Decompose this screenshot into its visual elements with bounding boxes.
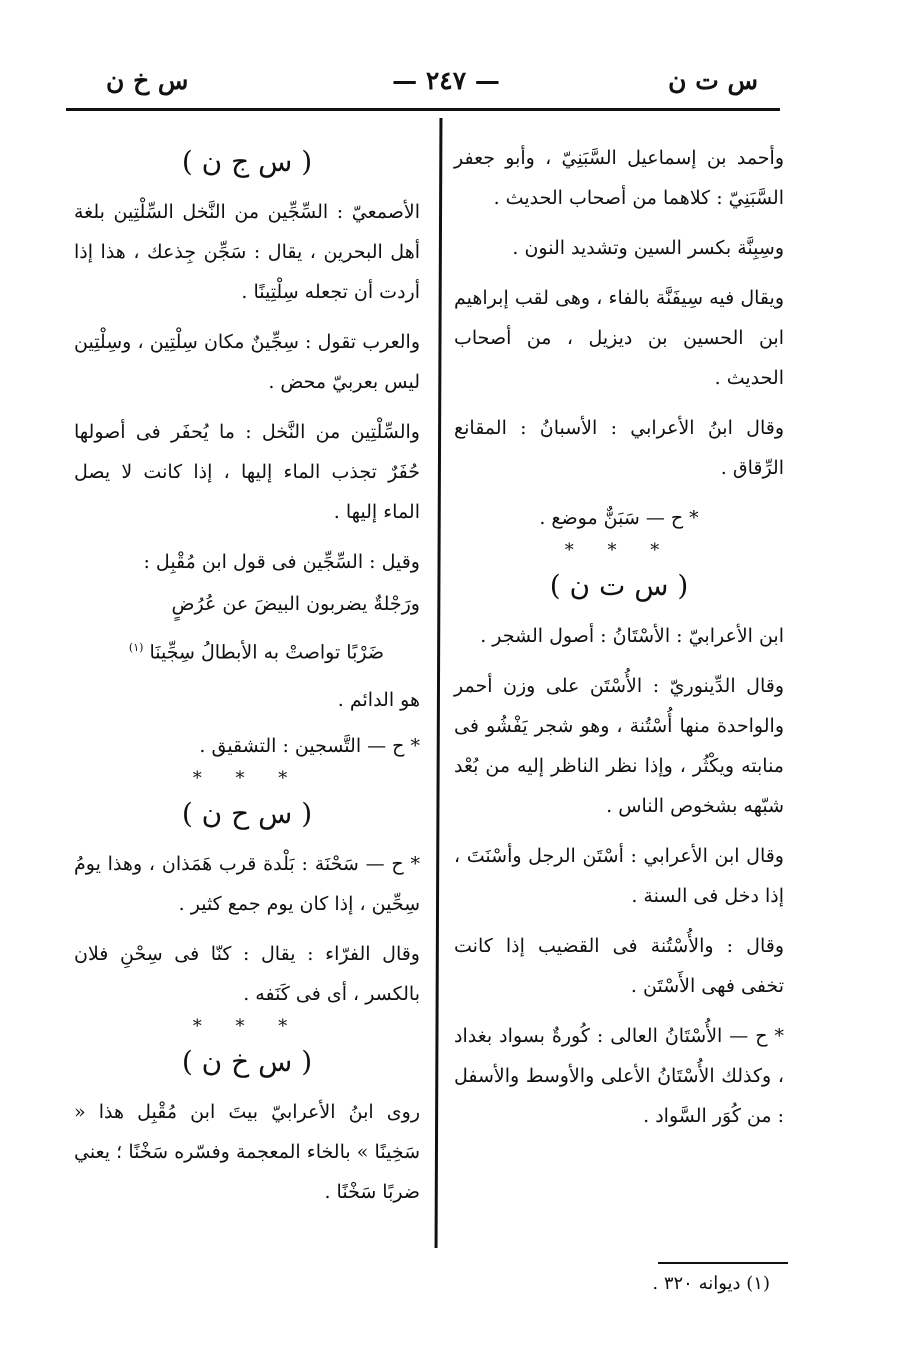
footnote-rule <box>658 1262 788 1264</box>
root-headword: ( س خ ن ) <box>181 1045 313 1079</box>
entry-paragraph: * ح — سَحْنَة : بَلْدة قرب هَمَذان ، وهذا يومُ سِحِّين ، إذا كان يوم جمع كثير . <box>74 853 420 916</box>
entry-paragraph: * ح — التَّسجين : التشقيق . <box>199 735 420 758</box>
root-headword: ( س ح ن ) <box>181 797 313 831</box>
root-headword: ( س ج ن ) <box>181 145 313 178</box>
entry-paragraph: والعرب تقول : سِجِّينٌ مكان سِلْتِين ، وسِلْتِين ليس بعربيّ محض . <box>74 331 420 393</box>
verse-line <box>74 624 420 676</box>
left-column <box>74 138 420 1222</box>
section-separator: * * * <box>564 540 674 561</box>
entry-paragraph: * ح — سَبَنٌّ موضع . <box>539 507 699 529</box>
entry-paragraph: روى ابنُ الأعرابيّ بيتَ ابن مُقْبِل هذا « سَخِينًا » بالخاء المعجمة وفسّره سَخْنًا ؛ يعني ضربًا سَخْنًا . <box>74 1101 420 1204</box>
entry-paragraph: وقال الدِّينوريّ : الأُسْتَن على وزن أحمر والواحدة منها أُسْتُنة ، وهو شجر يَفْشُو فى منابته ويكْثُر ، وإذا نظر الناظر إليه من بُعْد شبّهه بشخوص الناس . <box>454 675 784 817</box>
entry-paragraph: وقيل : السِّجِّين فى قول ابن مُقْبِل : <box>143 551 420 573</box>
entry-paragraph: وسِبِنَّة بكسر السين وتشديد النون . <box>512 237 784 259</box>
entry-paragraph: ابن الأعرابيّ : الأسْتَانُ : أصول الشجر . <box>480 625 784 647</box>
entry-paragraph: وقال : والأُسْتُنة فى القضيب إذا كانت تخفى فهى الأَسْتَن . <box>454 935 784 997</box>
section-separator: * * * <box>192 1016 302 1038</box>
entry-paragraph: ويقال فيه سِيفَنَّة بالفاء ، وهى لقب إبراهيم ابن الحسين بن ديزيل ، من أصحاب الحديث . <box>454 287 784 389</box>
right-column <box>454 138 784 1146</box>
verse-line: ورَجْلةٌ يضربون البيضَ عن عُرُضٍ <box>171 593 420 615</box>
column-divider <box>435 118 443 1248</box>
entry-paragraph: والسِّلْتِين من النَّخل : ما يُحفَر فى أصولها حُفَرٌ تجذب الماء إليها ، إذا كانت لا يصل الماء إليها . <box>74 421 420 523</box>
entry-paragraph: وقال ابن الأعرابي : أسْتَن الرجل وأسْنَتَ ، إذا دخل فى السنة . <box>454 845 784 907</box>
entry-paragraph: وقال الفرّاء : يقال : كنّا فى سِحْنِ فلان بالكسر ، أى فى كَنَفه . <box>74 943 420 1006</box>
entry-paragraph: الأصمعيّ : السِّجِّين من النَّخل السِّلْتِين بلغة أهل البحرين ، يقال : سَجِّن جِذعك ، هذا إذا أردت أن تجعله سِلْتِينًا . <box>74 201 420 303</box>
header-root-right: س ت ن <box>668 66 758 95</box>
root-headword: ( س ت ن ) <box>549 569 689 602</box>
entry-paragraph: * ح — الأُسْتَانُ العالى : كُورةٌ بسواد بغداد ، وكذلك الأُسْتَانُ الأعلى والأوسط والأسفل : من كُوَر السَّواد . <box>454 1025 784 1127</box>
header-root-left: س خ ن <box>106 66 189 95</box>
header-rule <box>66 108 780 111</box>
footnote: (١) ديوانه ٣٢٠ . <box>652 1273 770 1294</box>
section-separator: * * * <box>192 768 302 790</box>
entry-paragraph: وقال ابنُ الأعرابي : الأسبانُ : المقانع الرِّقاق . <box>454 417 784 479</box>
entry-paragraph: وأحمد بن إسماعيل السَّبَنِيّ ، وأبو جعفر السَّبَنِيّ : كلاهما من أصحاب الحديث . <box>454 147 784 209</box>
footnote-reference: (١) <box>128 641 144 654</box>
page-number: — ٢٤٧ — <box>392 66 500 95</box>
verse-text: ضَرْبًا تواصتْ به الأبطالُ سِجِّينَا <box>149 641 384 664</box>
verse-gloss: هو الدائم . <box>337 689 420 712</box>
